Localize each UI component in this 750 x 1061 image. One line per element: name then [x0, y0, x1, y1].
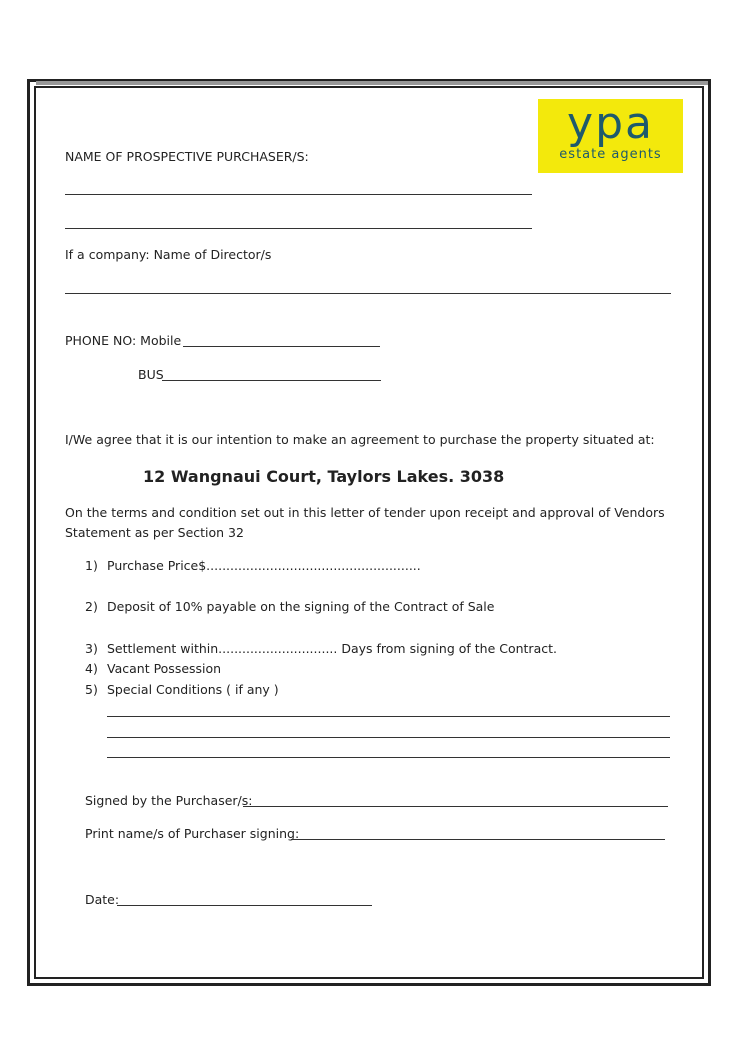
property-address: 12 Wangnaui Court, Taylors Lakes. 3038	[143, 467, 505, 486]
signature-line[interactable]	[243, 806, 668, 807]
bus-label: BUS	[138, 367, 164, 382]
date-label: Date:	[85, 892, 120, 907]
logo-main-text: ypa	[567, 98, 654, 149]
page-border-band	[36, 81, 708, 85]
print-name-label: Print name/s of Purchaser signing:	[85, 826, 300, 841]
item-1-text: Purchase Price$......................................................	[107, 558, 421, 573]
item-2-num: 2)	[85, 599, 98, 614]
signed-label: Signed by the Purchaser/s:	[85, 793, 253, 808]
date-line[interactable]	[117, 905, 372, 906]
phone-label: PHONE NO: Mobile	[65, 333, 182, 348]
company-label: If a company: Name of Director/s	[65, 247, 272, 262]
ypa-logo	[538, 99, 683, 173]
purchaser-line-1[interactable]	[65, 194, 532, 195]
terms-line-1: On the terms and condition set out in this letter of tender upon receipt and approval of Vendors	[65, 505, 665, 520]
special-conditions-line-1[interactable]	[107, 716, 670, 717]
item-3-num: 3)	[85, 641, 98, 656]
item-5-num: 5)	[85, 682, 98, 697]
print-name-line[interactable]	[291, 839, 665, 840]
special-conditions-line-2[interactable]	[107, 737, 670, 738]
item-5-text: Special Conditions ( if any )	[107, 682, 279, 697]
special-conditions-line-3[interactable]	[107, 757, 670, 758]
bus-line[interactable]	[162, 380, 381, 381]
purchaser-label: NAME OF PROSPECTIVE PURCHASER/S:	[65, 149, 309, 164]
item-1-num: 1)	[85, 558, 98, 573]
purchaser-line-2[interactable]	[65, 228, 532, 229]
item-2-text: Deposit of 10% payable on the signing of the Contract of Sale	[107, 599, 495, 614]
mobile-line[interactable]	[183, 346, 380, 347]
logo-sub-text: estate agents	[559, 147, 662, 162]
agreement-text: I/We agree that it is our intention to make an agreement to purchase the property situated at:	[65, 432, 655, 447]
director-line[interactable]	[65, 293, 671, 294]
item-4-num: 4)	[85, 661, 98, 676]
terms-line-2: Statement as per Section 32	[65, 525, 244, 540]
item-3-text: Settlement within.............................. Days from signing of the Contract.	[107, 641, 557, 656]
item-4-text: Vacant Possession	[107, 661, 222, 676]
